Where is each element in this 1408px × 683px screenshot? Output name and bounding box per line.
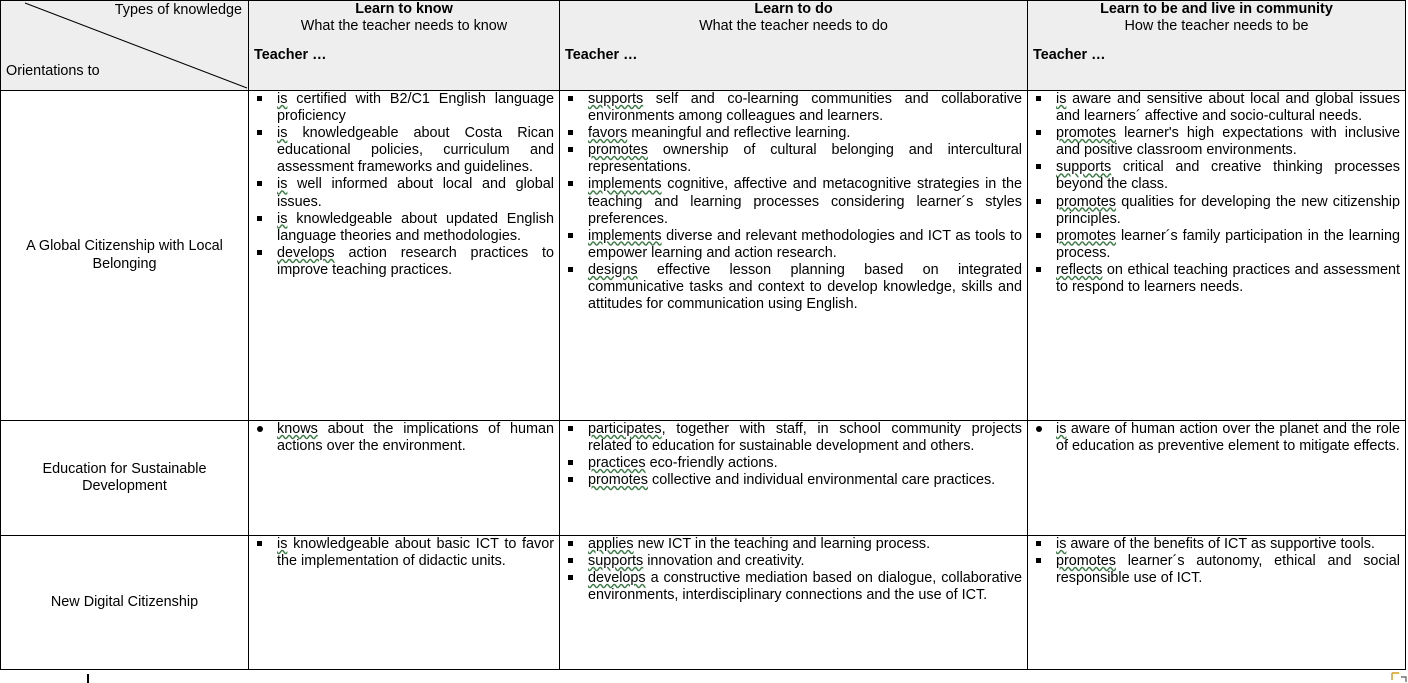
be-cell (1028, 536, 1406, 670)
item-text: knowledgeable about basic ICT to favor the implementation of didactic units. (277, 536, 554, 570)
action-verb: promotes (1056, 193, 1116, 210)
teacher-label: Teacher … (565, 47, 638, 64)
list-item (254, 245, 554, 279)
list-item (1033, 536, 1400, 553)
row-digital-citizenship (1, 536, 1406, 670)
column-title: Learn to do (754, 1, 833, 17)
action-verb: promotes (1056, 553, 1116, 570)
know-cell (249, 421, 560, 536)
list-item (254, 211, 554, 245)
header-row (1, 1, 1406, 91)
action-verb: designs (588, 261, 638, 278)
list-item (1033, 421, 1400, 455)
header-learn-to-be (1028, 1, 1406, 91)
list-item (254, 125, 554, 176)
list-item (254, 421, 554, 455)
item-text: new ICT in the teaching and learning process. (633, 536, 931, 552)
action-verb: participates (588, 421, 662, 437)
action-verb: is (277, 176, 288, 193)
list-item (1033, 91, 1400, 125)
item-text: qualities for developing the new citizenship principles. (1056, 193, 1400, 227)
item-text: knowledgeable about Costa Rican educational policies, curriculum and assessment frameworks and guidelines. (277, 125, 554, 176)
diagonal-header-cell (1, 1, 249, 91)
be-cell (1028, 421, 1406, 536)
item-text: diverse and relevant methodologies and ICT as tools to empower learning and action research. (588, 227, 1022, 261)
do-cell (560, 536, 1028, 670)
item-text: critical and creative thinking processes beyond the class. (1056, 159, 1400, 193)
item-text: collective and individual environmental care practices. (648, 472, 996, 489)
item-text: innovation and creativity. (643, 553, 805, 570)
column-subtitle: What the teacher needs to do (699, 18, 888, 35)
column-title: Learn to know (355, 1, 453, 17)
list-item (565, 455, 1022, 472)
list-item (254, 91, 554, 125)
list-item (565, 262, 1022, 313)
action-verb: is (277, 91, 288, 107)
be-cell (1028, 91, 1406, 421)
list-item (565, 125, 1022, 142)
list-item (1033, 125, 1400, 159)
item-text: ownership of cultural belonging and intercultural representations. (588, 142, 1022, 176)
item-text: learner´s family participation in the learning process. (1056, 227, 1400, 261)
list-item (565, 421, 1022, 455)
action-verb: knows (277, 421, 318, 437)
item-text: on ethical teaching practices and assessment to respond to learners needs. (1056, 261, 1400, 296)
teacher-label: Teacher … (1033, 47, 1106, 64)
item-text: eco-friendly actions. (645, 455, 778, 472)
list-item (565, 142, 1022, 176)
page-corner-icon (1390, 671, 1408, 683)
action-verb: implements (588, 227, 662, 244)
header-learn-to-do (560, 1, 1028, 91)
column-title: Learn to be and live in community (1100, 1, 1333, 17)
item-text: , together with staff, in school community projects related to education for sustainable development and others. (588, 421, 1022, 455)
list-item (565, 536, 1022, 553)
column-subtitle: What the teacher needs to know (300, 18, 508, 35)
item-text: aware and sensitive about local and global issues and learners´ affective and socio-cultural needs. (1056, 91, 1400, 125)
action-verb: promotes (588, 142, 648, 159)
item-text: meaningful and reflective learning. (627, 125, 851, 142)
teacher-label: Teacher … (254, 47, 327, 64)
action-verb: promotes (588, 472, 648, 489)
item-text: knowledgeable about updated English language theories and methodologies. (277, 210, 554, 244)
action-verb: is (1056, 421, 1067, 437)
item-text: aware of the benefits of ICT as supportive tools. (1066, 536, 1375, 552)
action-verb: supports (588, 91, 644, 107)
orientation-cell: New Digital Citizenship (1, 536, 249, 670)
action-verb: promotes (1056, 125, 1116, 142)
action-verb: supports (588, 553, 644, 570)
action-verb: supports (1056, 159, 1112, 176)
list-item (1033, 262, 1400, 296)
know-cell (249, 536, 560, 670)
list-item (1033, 228, 1400, 262)
action-verb: is (1056, 536, 1067, 552)
item-text: cognitive, affective and metacognitive strategies in the teaching and learning processes considering learner´s styles preferences. (588, 176, 1022, 227)
item-text: action research practices to improve teaching practices. (277, 244, 554, 278)
item-text: a constructive mediation based on dialogue, collaborative environments, interdisciplinary connections and the use of ICT. (588, 570, 1022, 604)
item-text: effective lesson planning based on integrated communicative tasks and context to develop knowledge, skills and attitudes for communication using English. (588, 261, 1022, 313)
orientations-label: Orientations to (6, 62, 100, 79)
types-of-knowledge-label: Types of knowledge (114, 2, 242, 18)
list-item (565, 553, 1022, 570)
action-verb: reflects (1056, 261, 1103, 278)
row-sustainable-development (1, 421, 1406, 536)
item-text: about the implications of human actions over the environment. (277, 421, 554, 455)
item-text: learner´s autonomy, ethical and social responsible use of ICT. (1056, 553, 1400, 587)
item-text: self and co-learning communities and collaborative environments among colleagues and learners. (588, 91, 1022, 125)
action-verb: develops (277, 244, 335, 261)
action-verb: applies (588, 536, 634, 552)
orientation-cell: A Global Citizenship with Local Belonging (1, 91, 249, 421)
action-verb: is (277, 125, 288, 142)
action-verb: develops (588, 570, 646, 587)
list-item (254, 536, 554, 570)
action-verb: implements (588, 176, 662, 193)
list-item (254, 176, 554, 210)
do-cell (560, 421, 1028, 536)
action-verb: is (277, 210, 288, 227)
action-verb: is (1056, 91, 1067, 107)
column-subtitle: How the teacher needs to be (1124, 18, 1309, 35)
header-learn-to-know (249, 1, 560, 91)
list-item (565, 472, 1022, 489)
item-text: learner's high expectations with inclusive and positive classroom environments. (1056, 125, 1400, 159)
action-verb: promotes (1056, 227, 1116, 244)
list-item (565, 570, 1022, 604)
know-cell (249, 91, 560, 421)
action-verb: is (277, 536, 288, 552)
list-item (565, 176, 1022, 227)
list-item (1033, 159, 1400, 193)
row-global-citizenship (1, 91, 1406, 421)
do-cell (560, 91, 1028, 421)
list-item (565, 91, 1022, 125)
orientation-cell: Education for Sustainable Development (1, 421, 249, 536)
action-verb: favors (588, 125, 628, 142)
item-text: well informed about local and global issues. (277, 176, 554, 210)
list-item (565, 228, 1022, 262)
item-text: aware of human action over the planet and the role of education as preventive element to mitigate effects. (1056, 421, 1400, 455)
text-cursor-mark (87, 674, 89, 683)
action-verb: practices (588, 455, 646, 472)
item-text: certified with B2/C1 English language proficiency (277, 91, 554, 125)
list-item (1033, 553, 1400, 587)
list-item (1033, 194, 1400, 228)
